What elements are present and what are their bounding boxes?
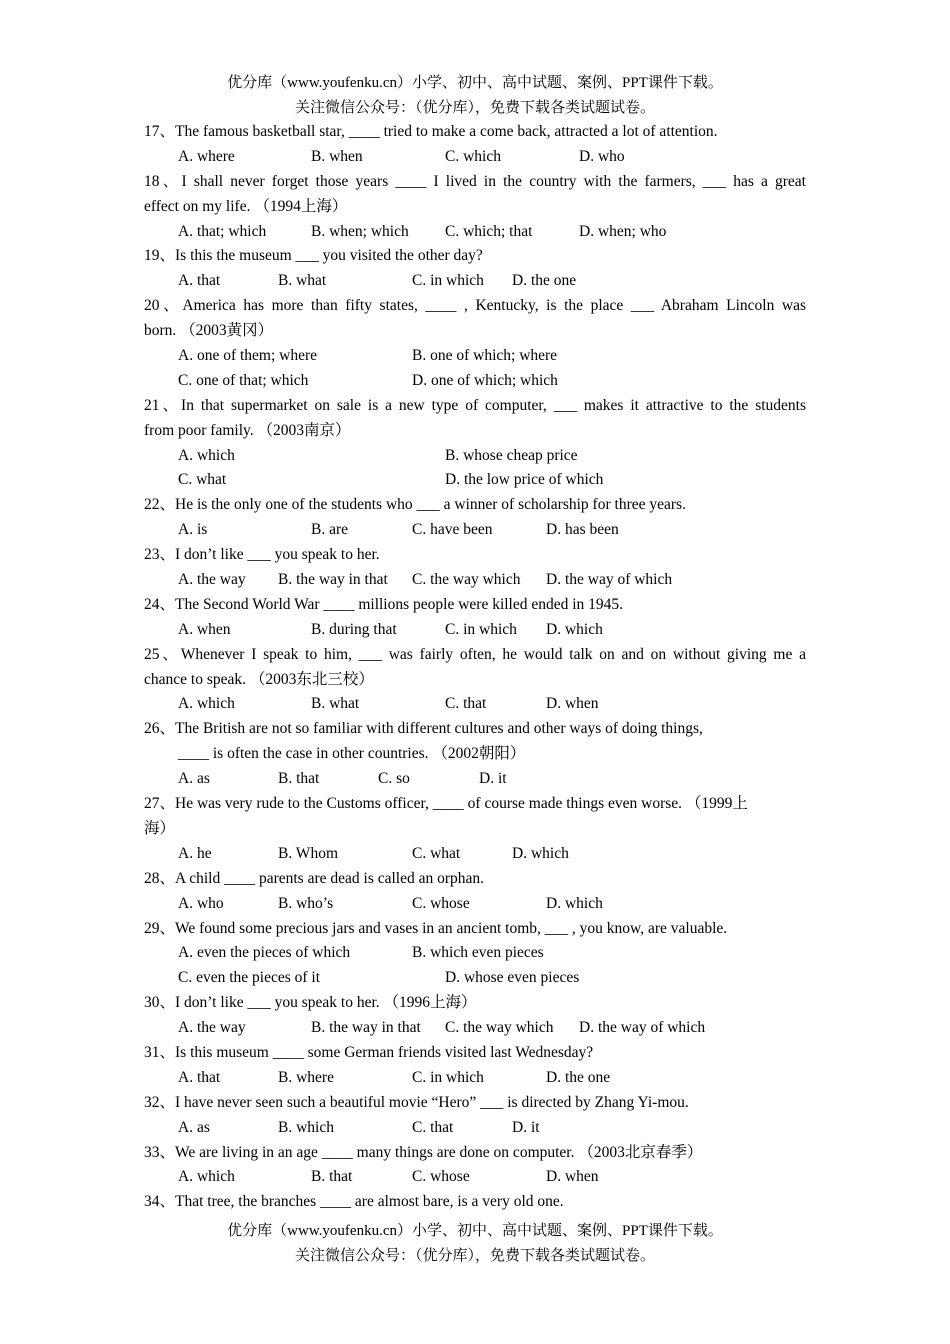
options-25	[144, 692, 806, 717]
question-30: 30、I don’t like ___ you speak to her. （1996上海）	[144, 994, 477, 1012]
option-b: B. that	[278, 770, 320, 788]
option-d: D. which	[546, 620, 603, 638]
question-21-continued: from poor family. （2003南京）	[144, 421, 351, 439]
question-23: 23、I don’t like ___ you speak to her.	[144, 546, 380, 564]
question-19: 19、Is this the museum ___ you visited the other day?	[144, 247, 483, 265]
option-b: B. where	[278, 1068, 334, 1086]
option-d: D. when	[546, 1168, 599, 1186]
option-b: B. that	[311, 1168, 353, 1186]
option-a: A. that; which	[178, 222, 267, 240]
option-b: B. whose cheap price	[445, 446, 578, 464]
question-18-continued: effect on my life. （1994上海）	[144, 197, 348, 215]
question-17: 17、The famous basketball star, ____ tried to make a come back, attracted a lot of attention.	[144, 123, 718, 140]
question-31: 31、Is this museum ____ some German friends visited last Wednesday?	[144, 1043, 594, 1061]
option-b: B. which	[278, 1118, 334, 1136]
question-27: 27、He was very rude to the Customs officer, ____ of course made things even worse. （1999上	[144, 795, 748, 813]
option-a: A. the way	[178, 571, 246, 589]
option-b: B. what	[311, 695, 360, 713]
option-a: A. where	[178, 147, 235, 165]
option-c: C. so	[378, 770, 410, 788]
option-c: C. whose	[412, 1168, 470, 1186]
options-20-row-1	[144, 344, 806, 369]
option-c: C. that	[412, 1118, 454, 1136]
question-20-continued: born. （2003黄冈）	[144, 322, 274, 340]
option-a: A. he	[178, 844, 212, 862]
question-34: 34、That tree, the branches ____ are almost bare, is a very old one.	[144, 1193, 564, 1211]
option-b: B. the way in that	[311, 1019, 421, 1037]
option-b: B. which even pieces	[412, 944, 544, 962]
option-c: C. which	[445, 147, 501, 165]
option-b: B. the way in that	[278, 571, 388, 589]
options-28	[144, 892, 806, 917]
option-c: C. one of that; which	[178, 371, 309, 389]
question-20: 20、America has more than fifty states, ____ , Kentucky, is the place ___ Abraham Lincoln was	[144, 297, 806, 315]
question-list	[144, 120, 806, 1215]
option-c: C. the way which	[412, 571, 521, 589]
options-21-row-2	[144, 468, 806, 493]
option-a: A. which	[178, 1168, 235, 1186]
question-22: 22、He is the only one of the students who ___ a winner of scholarship for three years.	[144, 496, 686, 514]
option-d: D. the way of which	[546, 571, 673, 589]
options-31	[144, 1066, 806, 1091]
option-b: B. are	[311, 521, 349, 539]
options-29-row-1	[144, 941, 806, 966]
option-a: A. one of them; where	[178, 347, 318, 365]
question-32: 32、I have never seen such a beautiful movie “Hero” ___ is directed by Zhang Yi-mou.	[144, 1093, 689, 1111]
options-27	[144, 842, 806, 867]
option-a: A. that	[178, 272, 221, 290]
option-c: C. whose	[412, 894, 470, 912]
question-21: 21、In that supermarket on sale is a new type of computer, ___ makes it attractive to the students	[144, 396, 806, 414]
question-25-continued: chance to speak. （2003东北三校）	[144, 670, 374, 688]
options-29-row-2	[144, 966, 806, 991]
options-17	[144, 145, 806, 170]
option-d: D. when; who	[579, 222, 667, 240]
options-22	[144, 518, 806, 543]
options-23	[144, 568, 806, 593]
option-d: D. which	[512, 844, 569, 862]
option-d: D. the low price of which	[445, 471, 604, 489]
option-a: A. who	[178, 894, 224, 912]
options-30	[144, 1016, 806, 1041]
options-24	[144, 618, 806, 643]
option-a: A. which	[178, 695, 235, 713]
option-b: B. when	[311, 147, 363, 165]
option-b: B. Whom	[278, 844, 338, 862]
option-b: B. who’s	[278, 894, 334, 912]
option-d: D. when	[546, 695, 599, 713]
option-b: B. one of which; where	[412, 347, 558, 365]
option-c: C. the way which	[445, 1019, 554, 1037]
option-d: D. the one	[512, 272, 577, 290]
option-c: C. that	[445, 695, 487, 713]
option-d: D. has been	[546, 521, 619, 539]
option-d: D. whose even pieces	[445, 969, 580, 987]
options-20-row-2	[144, 369, 806, 394]
option-c: C. what	[412, 844, 461, 862]
option-c: C. in which	[412, 272, 484, 290]
header-promo-line-1: 优分库（www.youfenku.cn）小学、初中、高中试题、案例、PPT课件下载。	[227, 75, 723, 91]
options-33	[144, 1165, 806, 1190]
option-c: C. which; that	[445, 222, 533, 240]
option-a: A. as	[178, 1118, 210, 1136]
option-a: A. as	[178, 770, 210, 788]
question-18: 18、I shall never forget those years ____ I lived in the country with the farmers, ___ has a great	[144, 172, 806, 190]
option-a: A. when	[178, 620, 231, 638]
footer-promo-line-2: 关注微信公众号：（优分库），免费下载各类试题试卷。	[294, 1248, 655, 1264]
option-a: A. the way	[178, 1019, 246, 1037]
option-d: D. it	[479, 770, 507, 788]
option-a: A. even the pieces of which	[178, 944, 351, 962]
footer-promo-line-1: 优分库（www.youfenku.cn）小学、初中、高中试题、案例、PPT课件下载。	[227, 1223, 723, 1239]
options-18	[144, 220, 806, 245]
question-27-continued: 海）	[144, 819, 176, 837]
option-d: D. one of which; which	[412, 371, 558, 389]
option-d: D. which	[546, 894, 603, 912]
header-promo-line-2: 关注微信公众号：（优分库），免费下载各类试题试卷。	[294, 100, 655, 116]
option-c: C. have been	[412, 521, 493, 539]
question-26-continued: ____ is often the case in other countries. （2002朝阳）	[178, 745, 526, 763]
option-b: B. when; which	[311, 222, 409, 240]
question-24: 24、The Second World War ____ millions people were killed ended in 1945.	[144, 595, 624, 613]
option-a: A. that	[178, 1068, 221, 1086]
option-c: C. even the pieces of it	[178, 969, 321, 987]
option-b: B. what	[278, 272, 327, 290]
option-a: A. which	[178, 446, 235, 464]
option-c: C. what	[178, 471, 227, 489]
question-25: 25、Whenever I speak to him, ___ was fairly often, he would talk on and on without giving me a	[144, 645, 806, 663]
options-26	[144, 767, 806, 792]
option-c: C. in which	[412, 1068, 484, 1086]
question-33: 33、We are living in an age ____ many things are done on computer. （2003北京春季）	[144, 1143, 703, 1161]
question-28: 28、A child ____ parents are dead is called an orphan.	[144, 869, 485, 887]
option-d: D. the one	[546, 1068, 611, 1086]
option-a: A. is	[178, 521, 208, 539]
option-d: D. who	[579, 147, 625, 165]
question-29: 29、We found some precious jars and vases in an ancient tomb, ___ , you know, are valuable.	[144, 919, 728, 937]
options-19	[144, 269, 806, 294]
options-32	[144, 1116, 806, 1141]
question-26: 26、The British are not so familiar with different cultures and other ways of doing things,	[144, 720, 703, 738]
option-d: D. the way of which	[579, 1019, 706, 1037]
options-21-row-1	[144, 444, 806, 469]
option-d: D. it	[512, 1118, 540, 1136]
option-b: B. during that	[311, 620, 397, 638]
option-c: C. in which	[445, 620, 517, 638]
